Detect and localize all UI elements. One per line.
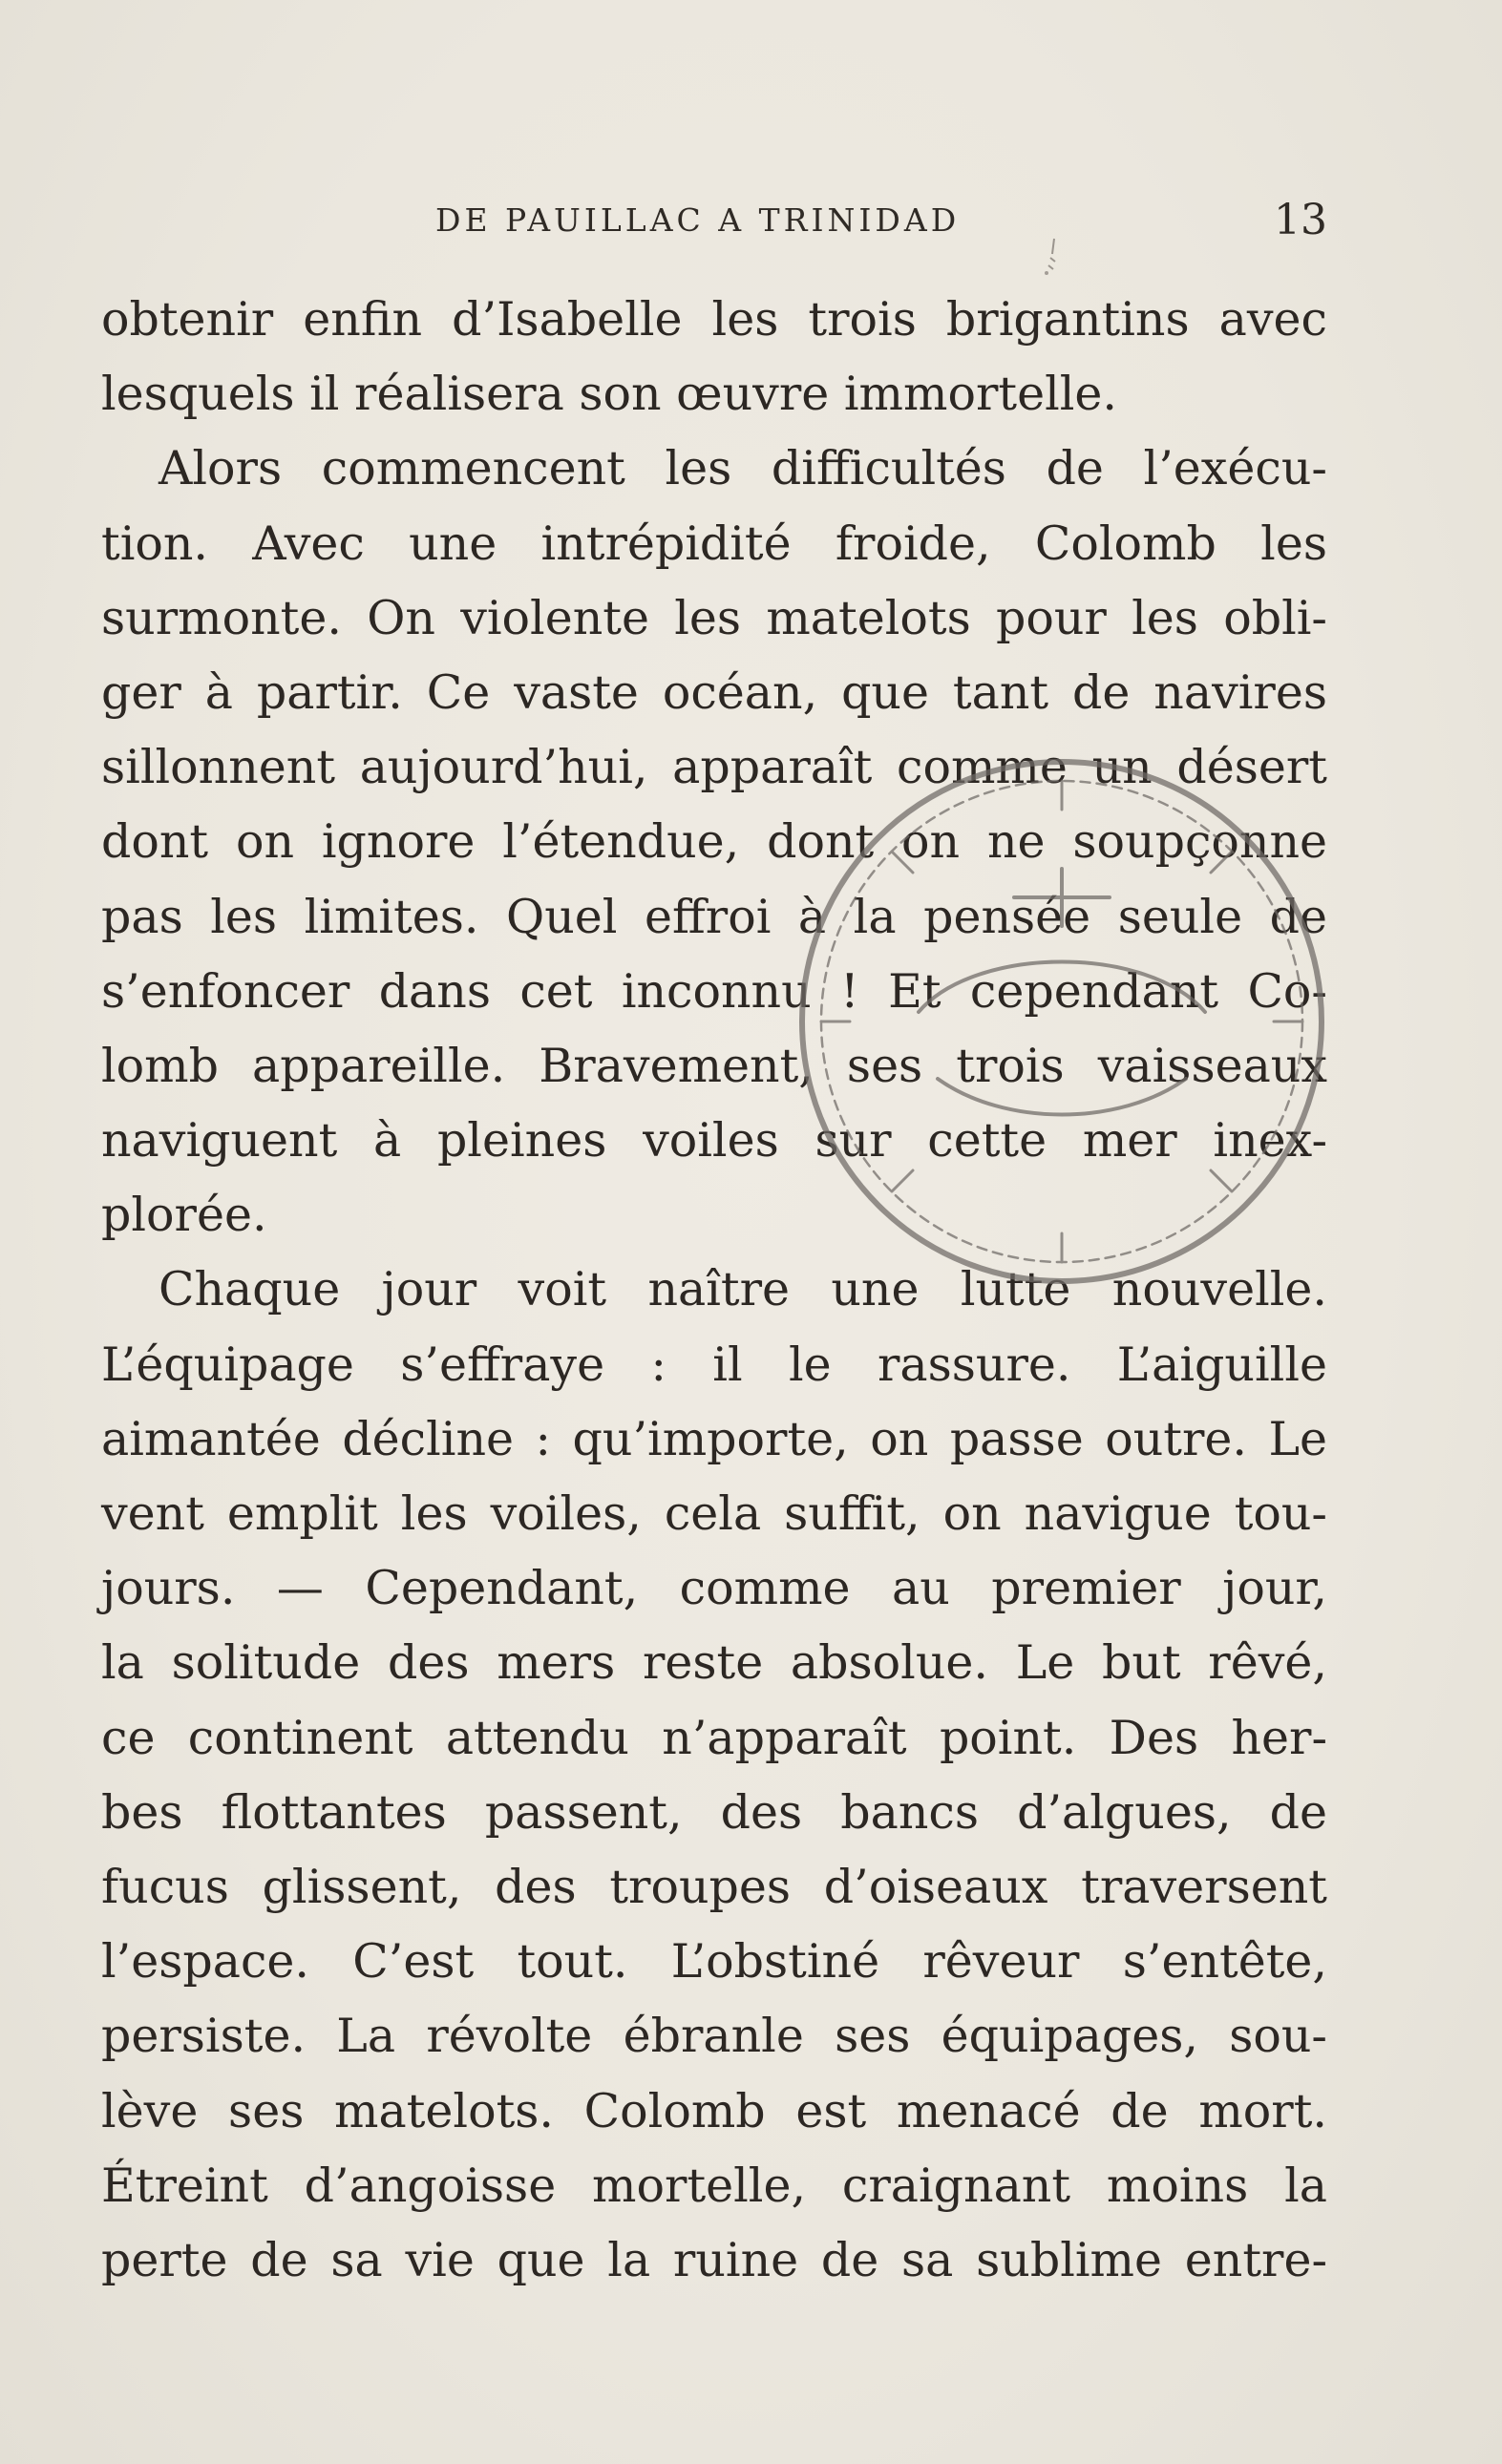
text-line: sillonnent aujourd’hui, apparaît comme un désert bbox=[101, 740, 1327, 795]
text-line: dont on ignore l’étendue, dont on ne soupçonne bbox=[101, 814, 1327, 870]
text-line: perte de sa vie que la ruine de sa sublime entre- bbox=[101, 2232, 1327, 2287]
running-title: DE PAUILLAC A TRINIDAD bbox=[435, 201, 961, 239]
text-line: jours. — Cependant, comme au premier jour, bbox=[101, 1561, 1327, 1616]
text-line: ger à partir. Ce vaste océan, que tant de navires bbox=[101, 664, 1327, 720]
text-line: la solitude des mers reste absolue. Le but rêvé, bbox=[101, 1635, 1327, 1691]
text-line: pas les limites. Quel effroi à la pensée seule de bbox=[101, 889, 1327, 944]
text-line: ce continent attendu n’apparaît point. Des her- bbox=[101, 1710, 1327, 1765]
text-line: L’équipage s’effraye : il le rassure. L’aiguille bbox=[101, 1337, 1327, 1392]
text-line: fucus glissent, des troupes d’oiseaux traversent bbox=[101, 1859, 1327, 1914]
running-head bbox=[101, 196, 1327, 243]
text-line: Chaque jour voit naître une lutte nouvelle. bbox=[159, 1262, 1327, 1317]
text-line: surmonte. On violente les matelots pour les obli- bbox=[101, 590, 1327, 645]
text-line: obtenir enfin d’Isabelle les trois brigantins avec bbox=[101, 292, 1327, 347]
text-line: s’enfoncer dans cet inconnu ! Et cependant Co- bbox=[101, 963, 1327, 1019]
text-line: plorée. bbox=[101, 1188, 267, 1243]
text-line: lesquels il réalisera son œuvre immortelle. bbox=[101, 367, 1117, 422]
text-line: aimantée décline : qu’importe, on passe outre. Le bbox=[101, 1411, 1327, 1466]
text-line: l’espace. C’est tout. L’obstiné rêveur s’entête, bbox=[101, 1934, 1327, 1990]
text-line: naviguent à pleines voiles sur cette mer inex- bbox=[101, 1113, 1327, 1169]
text-line: Étreint d’angoisse mortelle, craignant moins la bbox=[101, 2158, 1327, 2213]
text-line: lomb appareille. Bravement, ses trois vaisseaux bbox=[101, 1038, 1327, 1093]
text-line: persiste. La révolte ébranle ses équipages, sou- bbox=[101, 2009, 1327, 2064]
text-line: Alors commencent les difficultés de l’exécu- bbox=[159, 441, 1327, 496]
page-number: 13 bbox=[1274, 196, 1327, 244]
text-line: lève ses matelots. Colomb est menacé de mort. bbox=[101, 2083, 1327, 2138]
text-line: bes flottantes passent, des bancs d’algues, de bbox=[101, 1784, 1327, 1840]
text-line: tion. Avec une intrépidité froide, Colomb les bbox=[101, 516, 1327, 571]
text-line: vent emplit les voiles, cela suffit, on navigue tou- bbox=[101, 1486, 1327, 1541]
body-text bbox=[101, 283, 1327, 2298]
